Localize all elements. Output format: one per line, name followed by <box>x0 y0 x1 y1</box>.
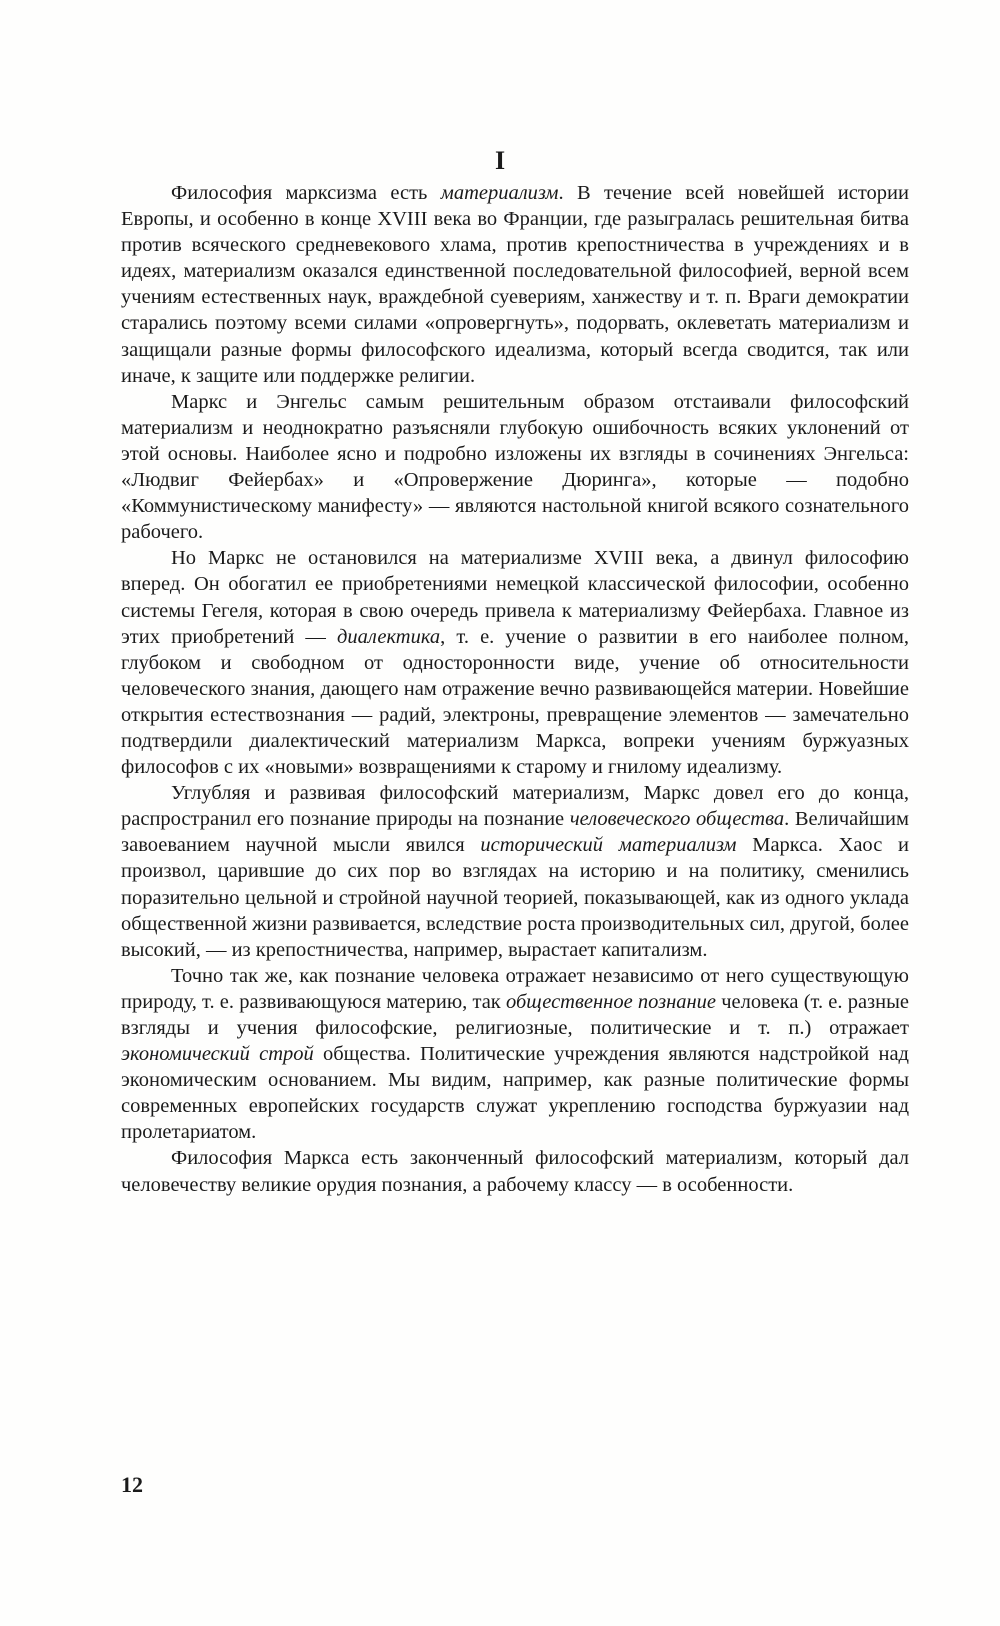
paragraph-text: Но Маркс не остановился на материализме XVIII века, а двинул философию вперед. Он обогатил ее приобретениями немецкой классической философии, особенно системы Гегеля, которая в свою очередь привела к материализму Фейербаха. Главное из этих приобретений — <box>121 547 909 648</box>
paragraph-text: , т. е. учение о развитии в его наиболее полном, глубоком и свободном от односторонности виде, учение об относительности человеческого знания, дающего нам отражение вечно развивающейся материи. Новейшие открытия естествознания — радий, электроны, превращение элементов — замечательно подтвердили диалектический материализм Маркса, вопреки учениям буржуазных философов с их «новыми» возвращениями к старому и гнилому идеализму. <box>121 625 910 779</box>
paragraph-text: Маркса. Хаос и произвол, царившие до сих пор во взглядах на историю и на политику, сменились поразительно цельной и стройной научной теорией, показывающей, как из одного уклада общественной жизни развивается, вследствие роста производительных сил, другой, более высокий, — из крепостничества, например, вырастает капитализм. <box>121 834 909 961</box>
paragraph-text: Маркс и Энгельс самым решительным образом отстаивали философский материализм и неоднократно разъясняли глубокую ошибочность всяких уклонений от этой основы. Наиболее ясно и подробно изложены их взгляды в сочинениях Энгельса: «Людвиг Фейербах» и «Опровержение Дюринга», которые — подобно «Коммунистическому манифесту» — являются настольной книгой всякого сознательного рабочего. <box>121 390 909 544</box>
paragraph <box>121 963 909 1146</box>
paragraph <box>121 545 909 780</box>
paragraph-text: Философия Маркса есть законченный философский материализм, который дал человечеству великие орудия познания, а рабочему классу — в особенности. <box>121 1147 909 1196</box>
paragraph-text: . Величайшим завоеванием научной мысли явился <box>121 808 909 857</box>
paragraph <box>121 389 909 546</box>
emphasis-text: человеческого общества <box>569 808 785 831</box>
emphasis-text: диалектика <box>337 625 441 648</box>
paragraph-text: человека (т. е. разные взгляды и учения философские, религиозные, политические и т. п.) отражает <box>121 990 909 1039</box>
body-text <box>121 180 909 1198</box>
paragraph <box>121 1145 909 1197</box>
emphasis-text: исторический материализм <box>480 834 737 857</box>
emphasis-text: экономический строй <box>121 1043 314 1066</box>
paragraph-text: общества. Политические учреждения являются надстройкой над экономическим основанием. Мы видим, например, как разные политические формы современных европейских государств служат укреплению господства буржуазии над пролетариатом. <box>121 1043 909 1144</box>
paragraph-text: . В течение всей новейшей истории Европы, и особенно в конце XVIII века во Франции, где разыгралась решительная битва против всяческого средневекового хлама, против крепостничества в учреждениях и в идеях, материализм оказался единственной последовательной философией, верной всем учениям естественных наук, враждебной суевериям, ханжеству и т. п. Враги демократии старались поэтому всеми силами «опровергнуть», подорвать, оклеветать материализм и защищали разные формы философского идеализма, который всегда сводится, так или иначе, к защите или поддержке религии. <box>121 182 909 387</box>
emphasis-text: материализм <box>440 182 559 204</box>
emphasis-text: общественное познание <box>505 990 717 1013</box>
page-number: 12 <box>121 1472 143 1497</box>
paragraph <box>121 180 909 389</box>
paragraph-text: Философия марксизма есть <box>171 182 441 204</box>
paragraph <box>121 780 909 963</box>
section-number: I <box>494 146 506 175</box>
paragraph-text: Точно так же, как познание человека отражает независимо от него существующую природу, т. е. развивающуюся материю, так <box>121 964 909 1013</box>
paragraph-text: Углубляя и развивая философский материализм, Маркс довел его до конца, распространил его познание природы на познание <box>121 782 909 831</box>
